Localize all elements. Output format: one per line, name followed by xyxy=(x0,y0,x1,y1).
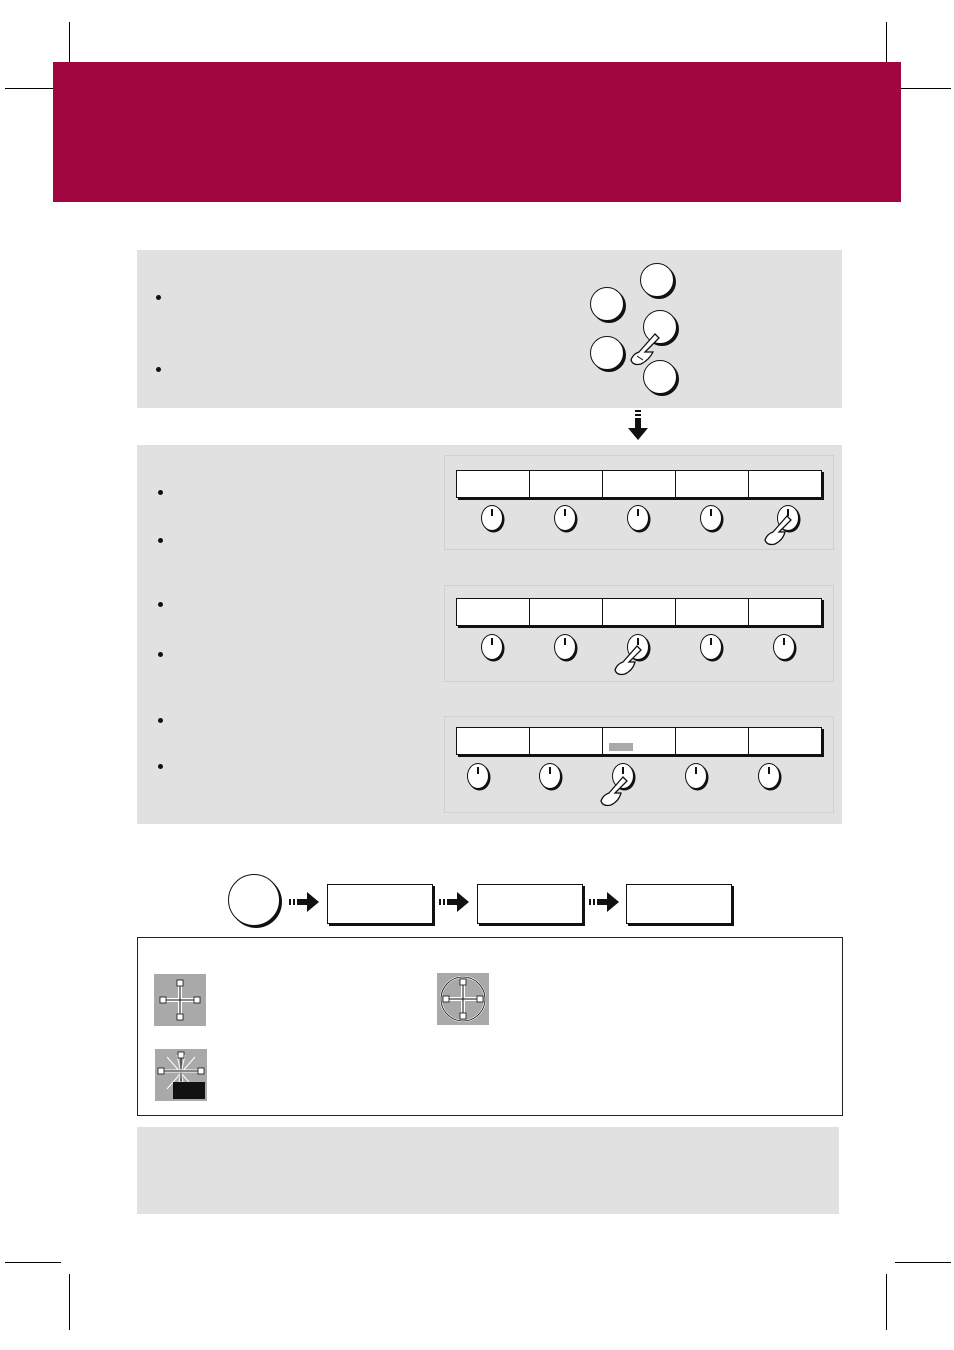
bullet xyxy=(158,602,163,607)
bullet xyxy=(156,367,161,372)
keypad-button-top[interactable] xyxy=(640,263,674,297)
softkey-label xyxy=(530,728,603,754)
softkey-label xyxy=(749,728,821,754)
bullet xyxy=(158,764,163,769)
bullet xyxy=(158,718,163,723)
flow-start-button[interactable] xyxy=(228,874,280,926)
pointing-hand-icon xyxy=(595,775,631,809)
softkey-label xyxy=(603,728,676,754)
softkey-label xyxy=(749,599,821,625)
cursor-cross-flashing-icon xyxy=(155,1049,207,1101)
softkey-label xyxy=(530,599,603,625)
crop-mark xyxy=(69,1274,70,1330)
softkey-knob[interactable] xyxy=(554,634,576,660)
note-panel xyxy=(137,1127,839,1214)
softkey-knob[interactable] xyxy=(467,763,489,789)
pointing-hand-icon xyxy=(609,644,645,678)
cursor-cross-circle-icon xyxy=(437,973,489,1025)
flow-step xyxy=(477,884,583,924)
pointing-hand-icon xyxy=(625,330,665,370)
cursor-icons-panel xyxy=(137,937,843,1116)
softkey-label xyxy=(676,471,749,497)
softkey-label xyxy=(457,728,530,754)
softkey-knob[interactable] xyxy=(554,505,576,531)
crop-mark xyxy=(895,88,951,89)
softkey-knob[interactable] xyxy=(700,634,722,660)
softkey-label xyxy=(603,471,676,497)
bullet xyxy=(158,490,163,495)
crop-mark xyxy=(886,1274,887,1330)
softkey-bar xyxy=(456,470,822,498)
softkey-knob[interactable] xyxy=(773,634,795,660)
right-arrow-icon xyxy=(439,890,471,914)
bullet xyxy=(158,652,163,657)
softkey-label xyxy=(457,471,530,497)
cursor-cross-icon xyxy=(154,974,206,1026)
softkey-bar xyxy=(456,727,822,755)
right-arrow-icon xyxy=(289,890,321,914)
softkey-label xyxy=(530,471,603,497)
softkey-label xyxy=(676,599,749,625)
keypad-button-left-upper[interactable] xyxy=(590,287,624,321)
top-panel xyxy=(137,250,842,408)
flow-step xyxy=(327,884,433,924)
softkey-knob[interactable] xyxy=(685,763,707,789)
softkey-label xyxy=(457,599,530,625)
softkey-knob[interactable] xyxy=(539,763,561,789)
softkey-bar xyxy=(456,598,822,626)
bullet xyxy=(156,295,161,300)
softkey-knob[interactable] xyxy=(700,505,722,531)
selection-highlight xyxy=(609,743,633,751)
softkey-label xyxy=(603,599,676,625)
header-band xyxy=(53,62,901,202)
softkey-diagram xyxy=(444,455,834,550)
softkey-knob[interactable] xyxy=(758,763,780,789)
down-arrow-icon xyxy=(626,410,650,442)
bullet xyxy=(158,538,163,543)
pointing-hand-icon xyxy=(759,514,795,548)
flow-step xyxy=(626,884,732,924)
softkey-knob[interactable] xyxy=(481,505,503,531)
keypad-button-left-lower[interactable] xyxy=(590,336,624,370)
softkey-label xyxy=(676,728,749,754)
crop-mark xyxy=(5,1262,61,1263)
softkey-knob[interactable] xyxy=(627,505,649,531)
crop-mark xyxy=(895,1262,951,1263)
softkey-knob[interactable] xyxy=(481,634,503,660)
right-arrow-icon xyxy=(589,890,621,914)
softkey-diagram xyxy=(444,716,834,813)
softkey-diagram xyxy=(444,585,834,682)
softkey-label xyxy=(749,471,821,497)
